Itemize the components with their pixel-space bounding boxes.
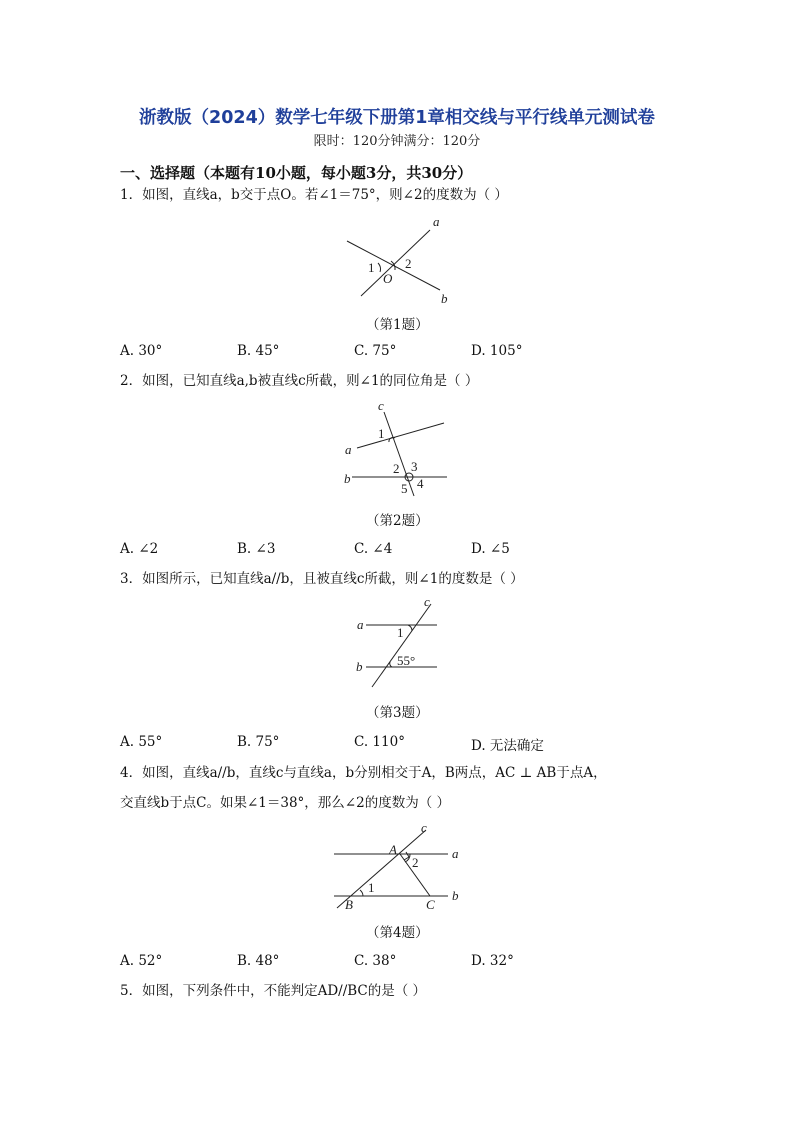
label-2: 2 bbox=[405, 256, 412, 271]
label-1: 1 bbox=[397, 625, 404, 640]
q3-option-c[interactable]: C. 110° bbox=[354, 734, 405, 750]
q1-option-d[interactable]: D. 105° bbox=[471, 343, 523, 359]
label-1: 1 bbox=[368, 880, 375, 895]
question-5-stem: 5．如图，下列条件中，不能判定AD//BC的是（ ） bbox=[120, 983, 427, 999]
label-c: c bbox=[424, 594, 430, 609]
angle-1-arc bbox=[360, 890, 363, 896]
line-c bbox=[372, 604, 431, 687]
label-a: a bbox=[433, 214, 440, 229]
line-c bbox=[384, 412, 414, 496]
q3-option-a[interactable]: A. 55° bbox=[120, 734, 163, 750]
label-O: O bbox=[383, 271, 393, 286]
label-c: c bbox=[378, 398, 384, 413]
label-4: 4 bbox=[417, 476, 424, 491]
right-angle-mark bbox=[404, 852, 409, 860]
line-a bbox=[357, 423, 444, 448]
label-c: c bbox=[421, 820, 427, 835]
question-4-caption: （第4题） bbox=[366, 925, 429, 941]
label-2: 2 bbox=[412, 855, 419, 870]
label-55: 55° bbox=[397, 653, 416, 668]
question-1-caption: （第1题） bbox=[366, 317, 429, 333]
label-a: a bbox=[345, 442, 352, 457]
question-3-caption: （第3题） bbox=[366, 705, 429, 721]
question-3-stem: 3．如图所示，已知直线a//b，且被直线c所截，则∠1的度数是（ ） bbox=[120, 571, 524, 587]
question-4-stem-line2: 交直线b于点C。如果∠1＝38°，那么∠2的度数为（ ） bbox=[120, 795, 450, 811]
q2-option-c[interactable]: C. ∠4 bbox=[354, 541, 393, 557]
label-1: 1 bbox=[368, 260, 375, 275]
question-1-stem: 1．如图，直线a，b交于点O。若∠1＝75°，则∠2的度数为（ ） bbox=[120, 187, 508, 203]
q3-option-b[interactable]: B. 75° bbox=[237, 734, 280, 750]
label-1: 1 bbox=[378, 426, 385, 441]
line-b bbox=[347, 241, 440, 290]
label-b: b bbox=[356, 659, 363, 674]
label-3: 3 bbox=[411, 459, 418, 474]
label-b: b bbox=[344, 471, 351, 486]
question-3-figure bbox=[352, 594, 462, 694]
page-subtitle: 限时：120分钟满分：120分 bbox=[313, 134, 481, 149]
label-5: 5 bbox=[401, 481, 408, 496]
q4-option-b[interactable]: B. 48° bbox=[237, 953, 280, 969]
label-C: C bbox=[426, 897, 435, 912]
q4-option-c[interactable]: C. 38° bbox=[354, 953, 397, 969]
q2-option-a[interactable]: A. ∠2 bbox=[120, 541, 159, 557]
q3-option-d[interactable]: D. 无法确定 bbox=[471, 738, 544, 754]
question-2-caption: （第2题） bbox=[366, 513, 429, 529]
label-2: 2 bbox=[393, 461, 400, 476]
label-a: a bbox=[357, 617, 364, 632]
question-1-figure bbox=[330, 208, 470, 308]
q4-option-d[interactable]: D. 32° bbox=[471, 953, 514, 969]
q1-option-a[interactable]: A. 30° bbox=[120, 343, 163, 359]
q4-option-a[interactable]: A. 52° bbox=[120, 953, 163, 969]
angle-1-arc bbox=[408, 625, 412, 631]
q2-option-b[interactable]: B. ∠3 bbox=[237, 541, 276, 557]
label-a: a bbox=[452, 846, 459, 861]
q1-option-b[interactable]: B. 45° bbox=[237, 343, 280, 359]
question-4-figure bbox=[330, 820, 470, 912]
q1-option-c[interactable]: C. 75° bbox=[354, 343, 397, 359]
section-heading: 一、选择题（本题有10小题，每小题3分，共30分） bbox=[120, 164, 473, 182]
label-B: B bbox=[345, 897, 353, 912]
angle-1-arc bbox=[378, 263, 380, 272]
question-2-stem: 2．如图，已知直线a,b被直线c所截，则∠1的同位角是（ ） bbox=[120, 373, 479, 389]
angle-55-arc bbox=[390, 662, 392, 667]
label-b: b bbox=[452, 888, 459, 903]
label-A: A bbox=[389, 842, 397, 857]
label-b: b bbox=[441, 291, 448, 306]
question-2-figure bbox=[340, 396, 460, 500]
question-4-stem-line1: 4．如图，直线a//b，直线c与直线a，b分别相交于A，B两点，AC ⊥ AB于点A， bbox=[120, 765, 607, 781]
q2-option-d[interactable]: D. ∠5 bbox=[471, 541, 510, 557]
page-title: 浙教版（2024）数学七年级下册第1章相交线与平行线单元测试卷 bbox=[139, 108, 655, 128]
